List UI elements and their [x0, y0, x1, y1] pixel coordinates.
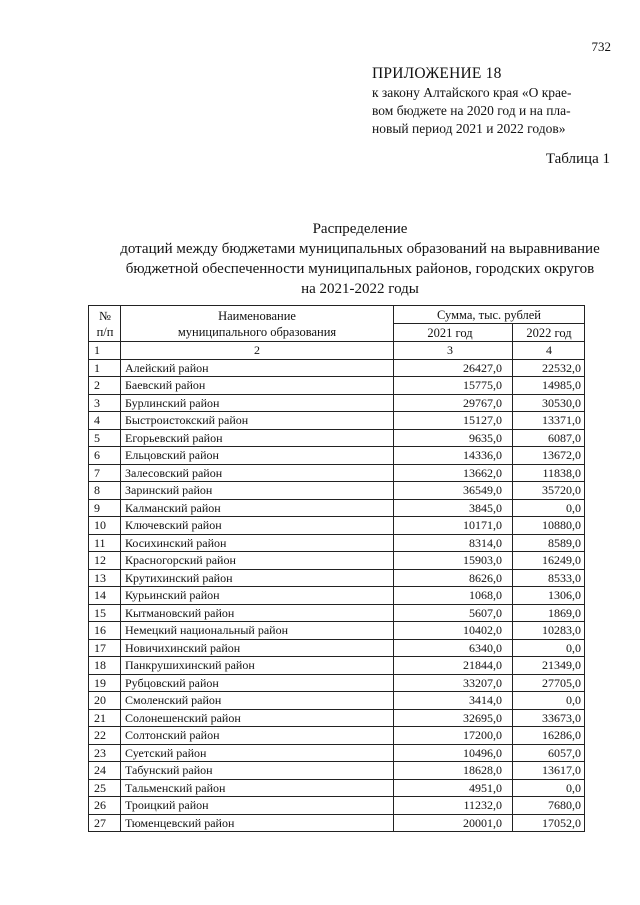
table-row: [89, 552, 585, 570]
row-municipality-name: Калманский район: [121, 499, 394, 517]
row-municipality-name: Заринский район: [121, 482, 394, 500]
row-number: 17: [89, 639, 121, 657]
row-amount-2022: 33673,0: [513, 709, 585, 727]
appendix-line: новый период 2021 и 2022 годов»: [372, 121, 566, 136]
row-number: 1: [89, 359, 121, 377]
row-amount-2022: 6087,0: [513, 429, 585, 447]
row-municipality-name: Ельцовский район: [121, 447, 394, 465]
table-row: [89, 412, 585, 430]
row-number: 6: [89, 447, 121, 465]
row-municipality-name: Баевский район: [121, 377, 394, 395]
row-number: 4: [89, 412, 121, 430]
row-amount-2021: 15127,0: [394, 412, 513, 430]
column-number: 3: [394, 342, 513, 360]
row-amount-2022: 35720,0: [513, 482, 585, 500]
row-municipality-name: Алейский район: [121, 359, 394, 377]
row-number: 5: [89, 429, 121, 447]
row-amount-2021: 8626,0: [394, 569, 513, 587]
row-number: 20: [89, 692, 121, 710]
row-municipality-name: Красногорский район: [121, 552, 394, 570]
table-row: [89, 762, 585, 780]
row-amount-2021: 11232,0: [394, 797, 513, 815]
row-municipality-name: Суетский район: [121, 744, 394, 762]
row-municipality-name: Смоленский район: [121, 692, 394, 710]
table-row: [89, 692, 585, 710]
row-amount-2021: 14336,0: [394, 447, 513, 465]
row-municipality-name: Тюменцевский район: [121, 814, 394, 832]
row-municipality-name: Залесовский район: [121, 464, 394, 482]
row-amount-2021: 8314,0: [394, 534, 513, 552]
row-amount-2021: 26427,0: [394, 359, 513, 377]
row-amount-2022: 16249,0: [513, 552, 585, 570]
row-municipality-name: Панкрушихинский район: [121, 657, 394, 675]
row-number: 24: [89, 762, 121, 780]
row-amount-2021: 15775,0: [394, 377, 513, 395]
row-amount-2022: 8589,0: [513, 534, 585, 552]
row-number: 21: [89, 709, 121, 727]
row-amount-2021: 29767,0: [394, 394, 513, 412]
table-row: [89, 394, 585, 412]
row-number: 13: [89, 569, 121, 587]
row-number: 3: [89, 394, 121, 412]
header-number: [89, 306, 121, 342]
row-amount-2021: 20001,0: [394, 814, 513, 832]
table-row: [89, 482, 585, 500]
table-row: [89, 622, 585, 640]
row-amount-2022: 21349,0: [513, 657, 585, 675]
row-amount-2022: 7680,0: [513, 797, 585, 815]
row-amount-2021: 15903,0: [394, 552, 513, 570]
table-row: [89, 377, 585, 395]
row-amount-2022: 10283,0: [513, 622, 585, 640]
row-amount-2022: 0,0: [513, 499, 585, 517]
row-amount-2021: 18628,0: [394, 762, 513, 780]
row-number: 19: [89, 674, 121, 692]
row-number: 15: [89, 604, 121, 622]
row-amount-2022: 13617,0: [513, 762, 585, 780]
row-number: 22: [89, 727, 121, 745]
row-amount-2021: 5607,0: [394, 604, 513, 622]
table-row: [89, 779, 585, 797]
row-amount-2022: 0,0: [513, 692, 585, 710]
row-amount-2022: 11838,0: [513, 464, 585, 482]
column-number: 4: [513, 342, 585, 360]
header-number-top: №: [99, 308, 111, 323]
row-number: 12: [89, 552, 121, 570]
column-number: 1: [89, 342, 121, 360]
row-amount-2022: 16286,0: [513, 727, 585, 745]
table-row: [89, 464, 585, 482]
row-amount-2022: 0,0: [513, 639, 585, 657]
table-body: [89, 359, 585, 832]
row-municipality-name: Солонешенский район: [121, 709, 394, 727]
appendix-heading: ПРИЛОЖЕНИЕ 18: [372, 65, 502, 82]
row-number: 25: [89, 779, 121, 797]
column-number: 2: [121, 342, 394, 360]
row-municipality-name: Косихинский район: [121, 534, 394, 552]
header-name-top: Наименование: [218, 308, 296, 323]
row-number: 14: [89, 587, 121, 605]
row-amount-2022: 13672,0: [513, 447, 585, 465]
row-amount-2022: 27705,0: [513, 674, 585, 692]
table-row: [89, 639, 585, 657]
header-year-2021: 2021 год: [394, 324, 513, 342]
row-municipality-name: Троицкий район: [121, 797, 394, 815]
row-municipality-name: Новичихинский район: [121, 639, 394, 657]
row-amount-2022: 30530,0: [513, 394, 585, 412]
row-amount-2022: 1306,0: [513, 587, 585, 605]
row-number: 2: [89, 377, 121, 395]
row-municipality-name: Курьинский район: [121, 587, 394, 605]
title-line: дотаций между бюджетами муниципальных образований на выравнивание: [120, 241, 600, 257]
row-amount-2021: 33207,0: [394, 674, 513, 692]
row-municipality-name: Немецкий национальный район: [121, 622, 394, 640]
table-header-row: [89, 306, 585, 324]
row-number: 27: [89, 814, 121, 832]
appendix-line: к закону Алтайского края «О крае-: [372, 85, 572, 100]
row-number: 18: [89, 657, 121, 675]
row-municipality-name: Рубцовский район: [121, 674, 394, 692]
header-name-bottom: муниципального образования: [177, 324, 337, 339]
header-number-bottom: п/п: [96, 324, 114, 339]
row-municipality-name: Егорьевский район: [121, 429, 394, 447]
row-municipality-name: Табунский район: [121, 762, 394, 780]
header-name: [121, 306, 394, 342]
column-number-row: [89, 342, 585, 360]
table-row: [89, 604, 585, 622]
table-row: [89, 447, 585, 465]
row-amount-2021: 10402,0: [394, 622, 513, 640]
row-amount-2021: 3845,0: [394, 499, 513, 517]
appendix-block: [372, 64, 622, 138]
row-amount-2021: 6340,0: [394, 639, 513, 657]
table-row: [89, 657, 585, 675]
title-line: бюджетной обеспеченности муниципальных районов, городских округов: [125, 261, 595, 277]
row-amount-2022: 6057,0: [513, 744, 585, 762]
row-amount-2021: 4951,0: [394, 779, 513, 797]
row-amount-2021: 10171,0: [394, 517, 513, 535]
row-amount-2022: 0,0: [513, 779, 585, 797]
row-amount-2022: 1869,0: [513, 604, 585, 622]
row-amount-2021: 9635,0: [394, 429, 513, 447]
row-municipality-name: Крутихинский район: [121, 569, 394, 587]
row-number: 9: [89, 499, 121, 517]
row-amount-2021: 17200,0: [394, 727, 513, 745]
table-row: [89, 674, 585, 692]
title-line: на 2021-2022 годы: [301, 281, 419, 297]
table-row: [89, 587, 585, 605]
appendix-line: вом бюджете на 2020 год и на пла-: [372, 103, 571, 118]
row-amount-2021: 3414,0: [394, 692, 513, 710]
table-row: [89, 569, 585, 587]
row-municipality-name: Солтонский район: [121, 727, 394, 745]
row-amount-2021: 21844,0: [394, 657, 513, 675]
table-row: [89, 797, 585, 815]
table-row: [89, 429, 585, 447]
subsidy-table: [88, 305, 585, 832]
row-municipality-name: Бурлинский район: [121, 394, 394, 412]
row-amount-2021: 13662,0: [394, 464, 513, 482]
header-sum: Сумма, тыс. рублей: [394, 306, 585, 324]
row-amount-2021: 10496,0: [394, 744, 513, 762]
document-title: [80, 219, 640, 299]
row-amount-2022: 22532,0: [513, 359, 585, 377]
table-row: [89, 517, 585, 535]
table-row: [89, 359, 585, 377]
title-line: Распределение: [312, 221, 408, 237]
table-row: [89, 727, 585, 745]
row-number: 7: [89, 464, 121, 482]
row-number: 10: [89, 517, 121, 535]
row-municipality-name: Ключевский район: [121, 517, 394, 535]
table-row: [89, 814, 585, 832]
row-amount-2021: 1068,0: [394, 587, 513, 605]
row-municipality-name: Тальменский район: [121, 779, 394, 797]
row-amount-2022: 8533,0: [513, 569, 585, 587]
row-number: 23: [89, 744, 121, 762]
row-amount-2022: 17052,0: [513, 814, 585, 832]
table-row: [89, 744, 585, 762]
row-number: 16: [89, 622, 121, 640]
page-number: 732: [591, 39, 611, 54]
row-amount-2021: 32695,0: [394, 709, 513, 727]
row-amount-2022: 14985,0: [513, 377, 585, 395]
row-municipality-name: Кытмановский район: [121, 604, 394, 622]
table-label: Таблица 1: [545, 151, 610, 167]
row-amount-2022: 10880,0: [513, 517, 585, 535]
table-row: [89, 709, 585, 727]
table-row: [89, 499, 585, 517]
row-amount-2022: 13371,0: [513, 412, 585, 430]
row-number: 8: [89, 482, 121, 500]
row-municipality-name: Быстроистокский район: [121, 412, 394, 430]
header-year-2022: 2022 год: [513, 324, 585, 342]
row-amount-2021: 36549,0: [394, 482, 513, 500]
row-number: 26: [89, 797, 121, 815]
row-number: 11: [89, 534, 121, 552]
table-row: [89, 534, 585, 552]
